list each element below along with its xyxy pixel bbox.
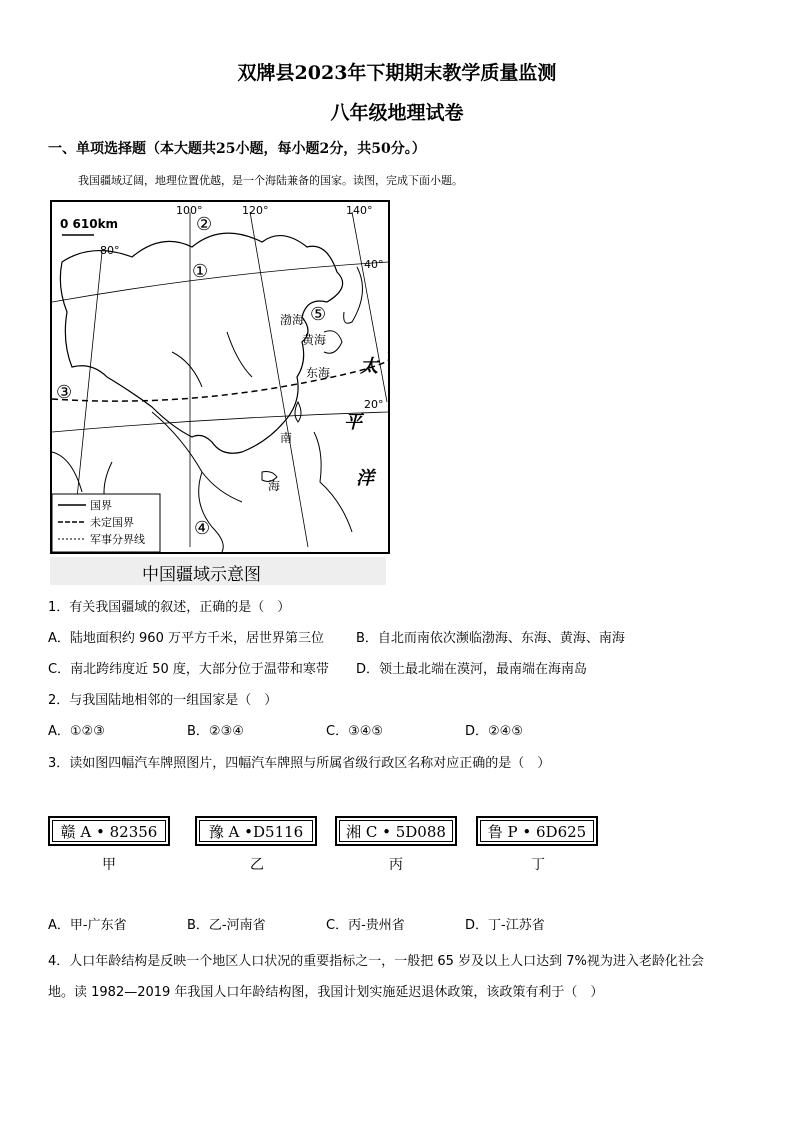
plate-text: 赣 A • 82356	[52, 820, 166, 842]
lon-label-100: 100°	[176, 204, 203, 217]
question-3-stem: 3．读如图四幅汽车牌照图片，四幅汽车牌照与所属省级行政区名称对应正确的是（ ）	[48, 756, 551, 771]
map-caption: 中国疆域示意图	[142, 565, 261, 585]
sea-nanhai-1: 南	[280, 431, 293, 445]
q2-option-a: A．①②③	[48, 724, 105, 739]
q2-option-b: B．②③④	[187, 724, 244, 739]
lon-label-140: 140°	[346, 204, 373, 217]
marker-3: ③	[56, 382, 73, 403]
ocean-char-1: 太	[360, 356, 378, 377]
license-plate-ding	[476, 816, 598, 846]
sea-donghai: 东海	[306, 366, 331, 380]
marker-2: ②	[196, 214, 213, 235]
ocean-char-3: 洋	[356, 468, 374, 489]
exam-title: 双牌县2023年下期期末教学质量监测	[237, 62, 557, 84]
plate-label-ding: 丁	[531, 857, 545, 873]
license-plate-yi	[195, 816, 317, 846]
question-4-stem-line1: 4．人口年龄结构是反映一个地区人口状况的重要指标之一，一般把 65 岁及以上人口达到 7%视为进入老龄化社会	[48, 954, 704, 969]
map-drawing	[52, 202, 388, 552]
q1-option-b: B．自北而南依次濒临渤海、东海、黄海、南海	[356, 631, 625, 646]
legend-border: 国界	[90, 499, 112, 512]
china-territory-map	[50, 200, 390, 554]
q2-option-d: D．②④⑤	[465, 724, 523, 739]
q2-option-c: C．③④⑤	[326, 724, 384, 739]
q1-option-c: C．南北跨纬度近 50 度，大部分位于温带和寒带	[48, 662, 329, 677]
plate-text: 豫 A •D5116	[199, 820, 313, 842]
license-plate-bing	[335, 816, 457, 846]
legend-undefined-border: 未定国界	[90, 516, 134, 529]
plate-text: 鲁 P • 6D625	[480, 820, 594, 842]
license-plate-jia	[48, 816, 170, 846]
plate-label-bing: 丙	[389, 857, 403, 873]
question-1-stem: 1．有关我国疆域的叙述，正确的是（ ）	[48, 600, 291, 615]
question-4-stem-line2: 地。读 1982—2019 年我国人口年龄结构图，我国计划实施延迟退休政策，该政策有利于（ ）	[48, 985, 604, 1000]
marker-1: ①	[192, 261, 209, 282]
map-caption-bar	[50, 557, 386, 585]
lat-label-20: 20°	[364, 398, 384, 411]
sea-bohai: 渤海	[280, 313, 305, 327]
q1-option-d: D．领土最北端在漠河，最南端在海南岛	[356, 662, 588, 677]
q3-option-a: A．甲-广东省	[48, 918, 127, 933]
section-intro: 我国疆域辽阔，地理位置优越，是一个海陆兼备的国家。读图，完成下面小题。	[78, 174, 463, 187]
exam-subtitle: 八年级地理试卷	[330, 102, 464, 124]
marker-4: ④	[194, 518, 211, 539]
lon-label-80: 80°	[100, 244, 120, 257]
legend-military-line: 军事分界线	[90, 533, 145, 546]
q3-option-d: D．丁-江苏省	[465, 918, 545, 933]
sea-nanhai-2: 海	[268, 479, 281, 493]
plate-label-jia: 甲	[102, 857, 116, 873]
question-2-stem: 2．与我国陆地相邻的一组国家是（ ）	[48, 693, 278, 708]
ocean-char-2: 平	[344, 412, 362, 433]
q1-option-a: A．陆地面积约 960 万平方千米，居世界第三位	[48, 631, 324, 646]
q3-option-c: C．丙-贵州省	[326, 918, 405, 933]
lon-label-120: 120°	[242, 204, 269, 217]
plate-text: 湘 C • 5D088	[339, 820, 453, 842]
section-heading: 一、单项选择题（本大题共25小题，每小题2分，共50分。）	[48, 141, 426, 157]
plate-label-yi: 乙	[250, 857, 264, 873]
q3-option-b: B．乙-河南省	[187, 918, 266, 933]
sea-huanghai: 黄海	[302, 333, 327, 347]
map-scale-label: 0 610km	[60, 217, 119, 231]
marker-5: ⑤	[310, 304, 327, 325]
lat-label-40: 40°	[364, 258, 384, 271]
